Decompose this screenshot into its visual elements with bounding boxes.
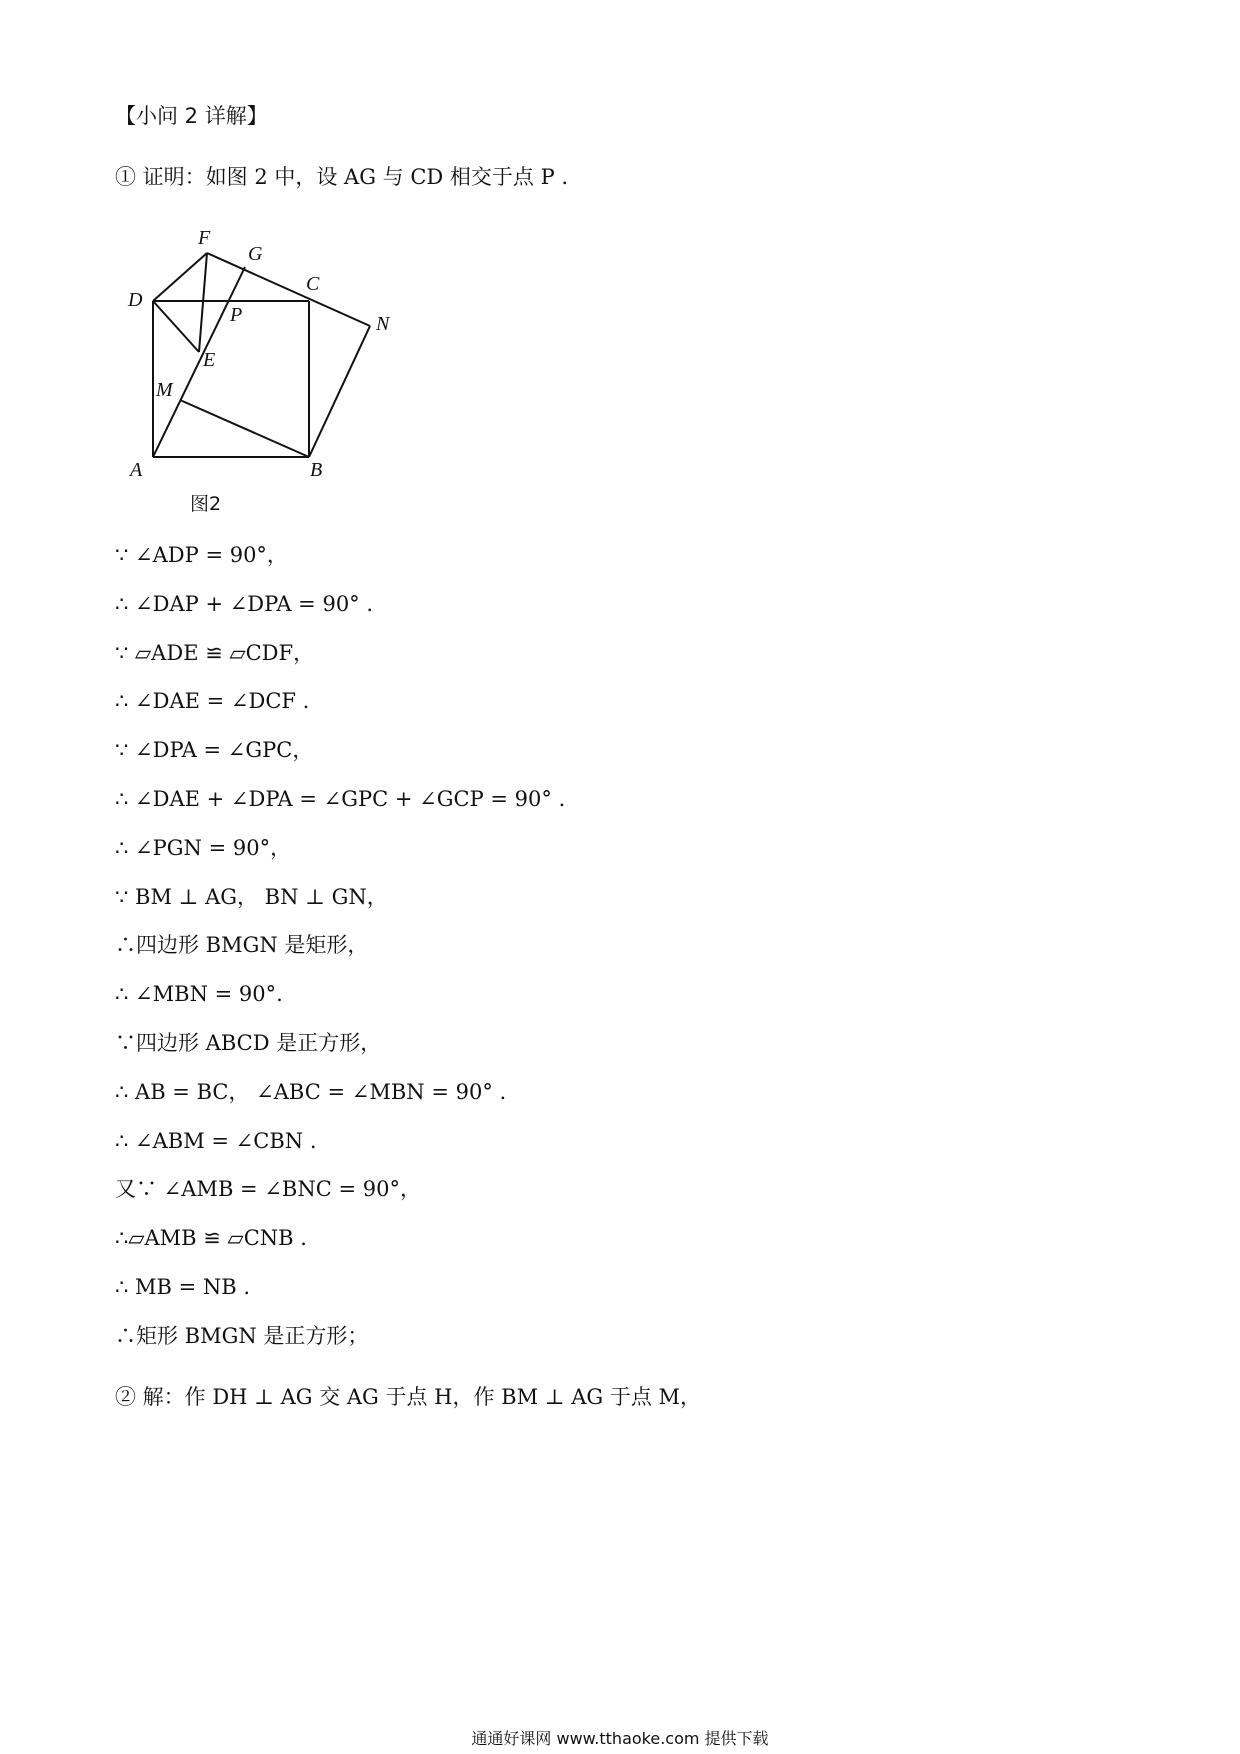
label-G: G	[248, 243, 263, 265]
label-D: D	[128, 289, 143, 311]
label-N: N	[376, 313, 390, 335]
proof-step: ∴ ∠MBN = 90°.	[115, 982, 283, 1007]
proof-intro: ① 证明：如图 2 中，设 AG 与 CD 相交于点 P .	[115, 165, 569, 189]
proof-step: ∴▱AMB ≌ ▱CNB .	[115, 1226, 307, 1251]
proof-step: ∴ ∠DAE = ∠DCF .	[115, 689, 310, 714]
label-F: F	[198, 227, 211, 249]
proof-step: ∵ ∠DPA = ∠GPC，	[115, 738, 314, 763]
proof-step: ∴ ∠PGN = 90°，	[115, 835, 292, 860]
proof-step: ∴ MB = NB .	[115, 1274, 251, 1299]
proof-step: ∴ ∠DAE + ∠DPA = ∠GPC + ∠GCP = 90° .	[115, 786, 566, 811]
geometry-figure	[120, 220, 420, 520]
label-C: C	[306, 273, 320, 295]
section-heading: 【小问 2 详解】	[115, 104, 268, 128]
proof-step: ∴ ∠ABM = ∠CBN .	[115, 1128, 317, 1153]
label-M: M	[156, 379, 173, 401]
edge-DF	[153, 253, 207, 301]
label-B: B	[310, 459, 323, 481]
edge-DE	[153, 301, 199, 352]
edge-AG	[153, 267, 245, 457]
edge-FE	[199, 253, 207, 352]
edge-MB	[180, 400, 309, 457]
proof-step: 又∵ ∠AMB = ∠BNC = 90°，	[115, 1177, 421, 1202]
proof-step: ∵ ▱ADE ≌ ▱CDF，	[115, 640, 315, 665]
proof-step: ∵ BM ⊥ AG， BN ⊥ GN，	[115, 884, 388, 909]
label-A: A	[130, 459, 143, 481]
label-P: P	[230, 304, 243, 326]
proof-step: ∵ ∠ADP = 90°，	[115, 543, 288, 567]
part-two-start: ② 解：作 DH ⊥ AG 交 AG 于点 H，作 BM ⊥ AG 于点 M，	[115, 1385, 701, 1409]
label-E: E	[203, 349, 216, 371]
figure-svg	[120, 220, 420, 520]
edge-NB	[309, 326, 370, 457]
proof-step: ∵四边形 ABCD 是正方形，	[115, 1030, 382, 1055]
page-footer: 通通好课网 www.tthaoke.com 提供下载	[471, 1729, 769, 1748]
proof-step: ∴ AB = BC， ∠ABC = ∠MBN = 90° .	[115, 1079, 507, 1104]
figure-caption: 图2	[190, 493, 222, 515]
proof-step: ∴四边形 BMGN 是矩形，	[115, 933, 369, 958]
proof-step: ∴ ∠DAP + ∠DPA = 90° .	[115, 591, 374, 616]
proof-steps	[115, 540, 565, 1370]
proof-step: ∴矩形 BMGN 是正方形；	[115, 1323, 369, 1348]
